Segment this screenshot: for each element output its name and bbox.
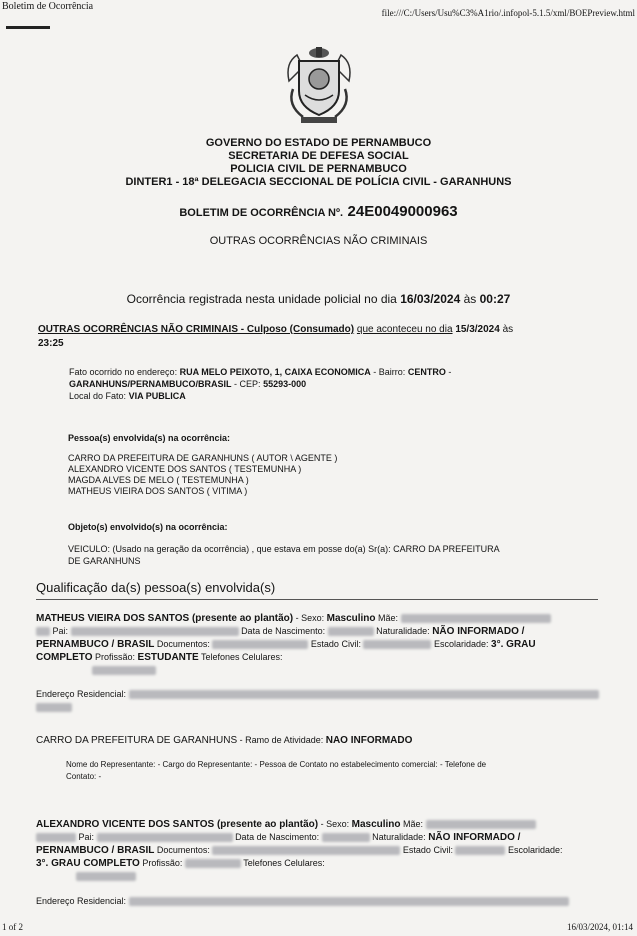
pessoa1-name: MATHEUS VIEIRA DOS SANTOS (presente ao plantão)	[36, 613, 294, 624]
page-counter: 1 of 2	[2, 922, 23, 932]
section-divider	[36, 599, 598, 600]
fato-date: 15/3/2024	[455, 324, 500, 335]
nat-label: Naturalidade:	[376, 626, 430, 636]
redacted-tel	[76, 872, 136, 881]
pessoa-item: ALEXANDRO VICENTE DOS SANTOS ( TESTEMUNHA )	[68, 464, 302, 474]
pessoa2-endereco	[36, 896, 602, 906]
sexo-label: - Sexo:	[295, 613, 325, 623]
endereco-label: Fato ocorrido no endereço:	[69, 367, 178, 377]
header-line1: GOVERNO DO ESTADO DE PERNAMBUCO	[205, 137, 432, 149]
sexo-value: Masculino	[351, 819, 401, 830]
redacted-tel	[92, 666, 156, 675]
redacted-endereco	[129, 690, 599, 699]
redacted	[36, 833, 76, 842]
pai-label: Pai:	[78, 832, 95, 842]
registro-time: 00:27	[479, 292, 511, 306]
prof-value: ESTUDANTE	[137, 652, 199, 663]
ramo-value: NAO INFORMADO	[325, 735, 413, 746]
esc-label: Escolaridade:	[507, 845, 563, 855]
local-value: VIA PUBLICA	[128, 391, 186, 401]
redacted-pai	[97, 833, 233, 842]
esc-value: 3°. GRAU	[491, 639, 536, 650]
nat2-value: PERNAMBUCO / BRASIL	[36, 639, 155, 650]
fato-line	[38, 323, 598, 351]
fato-suffix: que aconteceu no dia	[356, 324, 453, 335]
pai-label: Pai:	[52, 626, 69, 636]
coat-of-arms-icon	[283, 45, 355, 125]
redacted-doc	[212, 640, 308, 649]
pessoa-item: MAGDA ALVES DE MELO ( TESTEMUNHA )	[68, 475, 249, 485]
objetos-title: Objeto(s) envolvido(s) na ocorrência:	[68, 522, 228, 532]
carro-name: CARRO DA PREFEITURA DE GARANHUNS	[36, 735, 238, 746]
bo-category: OUTRAS OCORRÊNCIAS NÃO CRIMINAIS	[209, 235, 428, 247]
bo-label: BOLETIM DE OCORRÊNCIA Nº.	[179, 207, 344, 219]
endereco-residencial-label: Endereço Residencial:	[36, 689, 127, 699]
objetos-line1: VEICULO: (Usado na geração da ocorrência) , que estava em posse do(a) Sr(a): CARRO DA PREFEITURA	[68, 544, 500, 554]
mae-label: Mãe:	[378, 613, 399, 623]
redacted-pai	[71, 627, 239, 636]
nat2-value: PERNAMBUCO / BRASIL	[36, 845, 155, 856]
pessoa1-endereco	[36, 688, 602, 714]
nasc-label: Data de Nascimento:	[235, 832, 320, 842]
pessoas-list	[68, 453, 337, 497]
print-header-title: Boletim de Ocorrência	[2, 1, 94, 12]
esc-label: Escolaridade:	[433, 639, 489, 649]
redacted-civil	[455, 846, 505, 855]
carro-line1: Nome do Representante: - Cargo do Representante: - Pessoa de Contato no estabelecimento comercial: - Telefone de	[66, 760, 487, 769]
endereco-value: RUA MELO PEIXOTO, 1, CAIXA ECONOMICA	[179, 367, 371, 377]
cep-value: 55293-000	[263, 379, 307, 389]
carro-line2: Contato: -	[66, 772, 102, 781]
pessoas-title: Pessoa(s) envolvida(s) na ocorrência:	[68, 433, 231, 443]
redacted-mae	[426, 820, 536, 829]
registro-date: 16/03/2024	[400, 292, 461, 306]
objetos-text	[68, 543, 500, 567]
registro-prefix: Ocorrência registrada nesta unidade policial no dia	[126, 292, 397, 306]
esc2-value: COMPLETO	[36, 652, 93, 663]
gov-header	[0, 137, 637, 189]
redacted-civil	[363, 640, 431, 649]
bairro-label: - Bairro:	[373, 367, 406, 377]
pessoa-item: MATHEUS VIEIRA DOS SANTOS ( VITIMA )	[68, 486, 248, 496]
local-label: Local do Fato:	[69, 391, 127, 401]
print-datetime: 16/03/2024, 01:14	[566, 922, 633, 932]
header-line2: SECRETARIA DE DEFESA SOCIAL	[228, 150, 409, 162]
endereco-residencial-label: Endereço Residencial:	[36, 896, 127, 906]
fato-title: OUTRAS OCORRÊNCIAS NÃO CRIMINAIS - Culposo (Consumado)	[38, 324, 355, 335]
header-line4: DINTER1 - 18ª DELEGACIA SECCIONAL DE POLÍCIA CIVIL - GARANHUNS	[125, 176, 512, 188]
header-line3: POLICIA CIVIL DE PERNAMBUCO	[230, 163, 407, 175]
print-header-url: file:///C:/Users/Usu%C3%A1rio/.infopol-5.1.5/xml/BOEPreview.html	[381, 8, 635, 18]
registro-line	[0, 292, 637, 306]
redacted-nasc	[322, 833, 370, 842]
nat-value: NÃO INFORMADO /	[432, 626, 525, 637]
redacted-mae	[401, 614, 551, 623]
tel-label: Telefones Celulares:	[201, 652, 283, 662]
prof-label: Profissão:	[142, 858, 183, 868]
doc-label: Documentos:	[156, 639, 210, 649]
redacted-prof	[185, 859, 241, 868]
qualificacao-title: Qualificação da(s) pessoa(s) envolvida(s)	[36, 580, 276, 595]
doc-label: Documentos:	[156, 845, 210, 855]
prof-label: Profissão:	[95, 652, 136, 662]
pessoa-item: CARRO DA PREFEITURA DE GARANHUNS ( AUTOR \ AGENTE )	[68, 453, 338, 463]
redacted	[36, 703, 72, 712]
esc-value: 3°. GRAU COMPLETO	[36, 858, 140, 869]
bairro-value: CENTRO	[407, 367, 446, 377]
cep-label: - CEP:	[234, 379, 261, 389]
pessoa2-block	[36, 818, 602, 883]
tel-label: Telefones Celulares:	[243, 858, 325, 868]
nasc-label: Data de Nascimento:	[241, 626, 326, 636]
redacted-nasc	[328, 627, 374, 636]
redacted-endereco	[129, 897, 569, 906]
pessoa2-name: ALEXANDRO VICENTE DOS SANTOS (presente ao plantão)	[36, 819, 319, 830]
bo-number: 24E0049000963	[347, 203, 458, 220]
redacted-doc	[212, 846, 400, 855]
fato-endereco: Fato ocorrido no endereço: RUA MELO PEIXOTO, 1, CAIXA ECONOMICA - Bairro: CENTRO - GARANHUNS/PERNAMBUCO/BRASIL - CEP: 55293-000 Local do Fato: VIA PUBLICA	[69, 367, 452, 401]
nat-value: NÃO INFORMADO /	[428, 832, 521, 843]
fato-mid: às	[502, 324, 514, 335]
pessoa1-block	[36, 612, 602, 677]
objetos-line2: DE GARANHUNS	[68, 556, 141, 566]
bo-title	[0, 203, 637, 221]
mae-label: Mãe:	[403, 819, 424, 829]
carro-contato	[66, 759, 586, 783]
registro-mid: às	[463, 292, 477, 306]
carro-block	[36, 735, 602, 746]
nat-label: Naturalidade:	[372, 832, 426, 842]
sexo-value: Masculino	[326, 613, 376, 624]
civil-label: Estado Civil:	[310, 639, 361, 649]
cidade-value: GARANHUNS/PERNAMBUCO/BRASIL	[69, 379, 232, 389]
fato-time: 23:25	[38, 338, 64, 349]
civil-label: Estado Civil:	[402, 845, 453, 855]
sexo-label: - Sexo:	[320, 819, 350, 829]
redacted	[36, 627, 50, 636]
ramo-label: - Ramo de Atividade:	[239, 735, 324, 745]
scan-mark	[6, 26, 50, 29]
